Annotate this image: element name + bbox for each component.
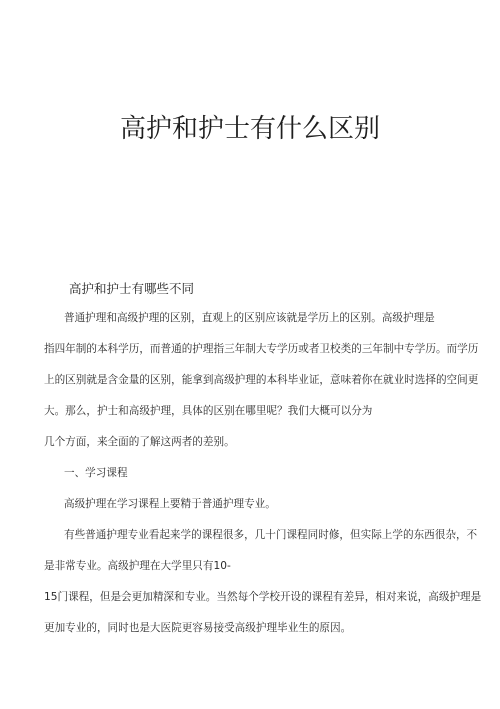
paragraph-line: 指四年制的本科学历，而普通的护理指三年制大专学历或者卫校类的三年制中专学历。而学历 <box>44 343 479 355</box>
section-subtitle: 高护和护士有哪些不同 <box>69 281 195 296</box>
paragraph-line: 上的区别就是含金量的区别，能拿到高级护理的本科毕业证，意味着你在就业时选择的空间更 <box>44 374 479 386</box>
paragraph-line: 高级护理在学习课程上要精于普通护理专业。 <box>64 498 276 510</box>
document-title: 高护和护士有什么区别 <box>119 114 380 144</box>
paragraph-line: 15门课程，但是会更加精深和专业。当然每个学校开设的课程有差异，相对来说，高级护理是 <box>44 591 482 603</box>
paragraph-line: 更加专业的，同时也是大医院更容易接受高级护理毕业生的原因。 <box>44 622 352 634</box>
paragraph-line: 普通护理和高级护理的区别，直观上的区别应该就是学历上的区别。高级护理是 <box>64 312 435 324</box>
paragraph-line: 是非常专业。高级护理在大学里只有10- <box>44 560 231 572</box>
paragraph-line: 几个方面，来全面的了解这两者的差别。 <box>44 436 235 448</box>
paragraph-line: 大。那么，护士和高级护理，具体的区别在哪里呢？我们大概可以分为 <box>44 405 373 417</box>
paragraph-line: 有些普通护理专业看起来学的课程很多，几十门课程同时修，但实际上学的东西很杂，不 <box>64 529 478 541</box>
section-heading: 一、学习课程 <box>64 467 128 479</box>
